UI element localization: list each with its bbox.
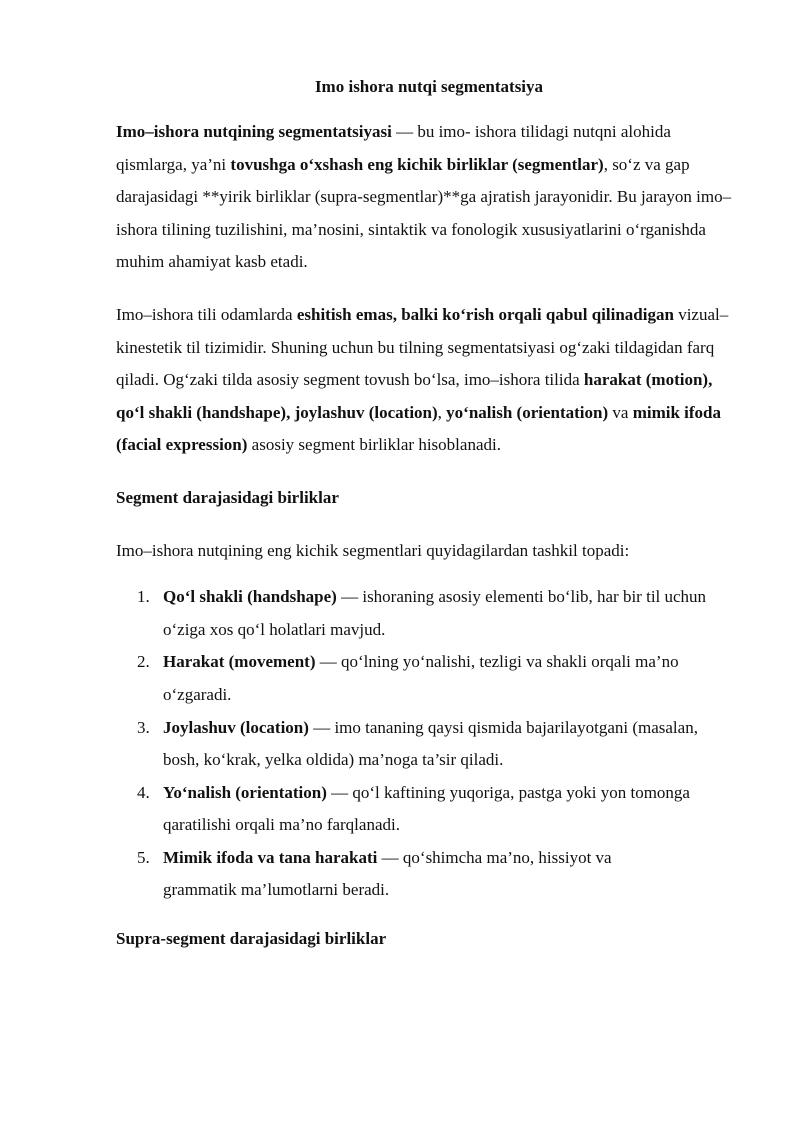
list-text: — qo‘shimcha ma’no, hissiyot va grammatik ma’lumotlarni beradi. [163, 847, 612, 900]
list-term: Qo‘l shakli (handshape) [163, 587, 337, 607]
list-term: Harakat (movement) [163, 652, 316, 672]
p2-text-2: vizual–kinestetik til tizimidir. Shuning uchun bu tilning segmentatsiyasi og‘zaki tildagidan farq qiladi. Og‘zaki tilda asosiy segment tovush bo‘lsa, imo–ishora tilida [116, 304, 729, 390]
list-item [137, 842, 673, 907]
list-text: — imo tananing qaysi qismida bajarilayotgani (masalan, bosh, ko‘krak, yelka oldida) ma’noga ta’sir qiladi. [163, 717, 698, 770]
segment-heading: Segment darajasidagi birliklar [116, 487, 339, 507]
list-text: — ishoraning asosiy elementi bo‘lib, har bir til uchun o‘ziga xos qo‘l holatlari mavjud. [163, 587, 707, 639]
list-number: 2. [137, 652, 150, 672]
p2-bold-4: mimik ifoda (facial expression) [116, 402, 721, 455]
intro-text-2: , so‘z va gap darajasidagi **yirik birliklar (supra-segmentlar)**ga ajratish jarayonidir. Bu jarayon imo–ishora tilining tuzilishini, ma’nosini, sintaktik va fonologik xususiyatlarini o‘rganishda muhim ahamiyat kasb etadi. [116, 154, 732, 272]
list-number: 5. [137, 847, 150, 867]
p2-bold-1: eshitish emas, balki ko‘rish orqali qabul qilinadigan [296, 304, 674, 324]
p2-text-1: Imo–ishora tili odamlarda [116, 304, 297, 324]
list-number: 4. [137, 782, 150, 802]
list-item [137, 777, 693, 842]
list-term: Joylashuv (location) [163, 717, 309, 737]
list-number: 3. [137, 717, 150, 737]
list-item [137, 712, 723, 777]
list-item [137, 581, 723, 646]
p2-bold-3: yo‘nalish (orientation) [446, 402, 609, 422]
visual-language-paragraph [116, 299, 744, 462]
supra-segment-heading: Supra-segment darajasidagi birliklar [116, 929, 387, 949]
list-item [137, 646, 743, 711]
intro-term: Imo–ishora nutqining segmentatsiyasi [116, 122, 392, 141]
list-text: — qo‘l kaftining yuqoriga, pastga yoki yon tomonga qaratilishi orqali ma’no farqlanadi. [163, 782, 690, 835]
segments-intro: Imo–ishora nutqining eng kichik segmentlari quyidagilardan tashkil topadi: [116, 540, 630, 560]
document-title: Imo ishora nutqi segmentatsiya [314, 77, 544, 96]
intro-paragraph [116, 116, 736, 279]
list-text: — qo‘lning yo‘nalishi, tezligi va shakli orqali ma’no o‘zgaradi. [163, 652, 679, 704]
list-term: Yo‘nalish (orientation) [163, 782, 327, 802]
list-term: Mimik ifoda va tana harakati [163, 847, 378, 867]
intro-bold-2: tovushga o‘xshash eng kichik birliklar (segmentlar) [230, 154, 604, 174]
p2-bold-2: harakat (motion), qo‘l shakli (handshape), joylashuv (location) [116, 370, 713, 422]
document-body [116, 116, 756, 956]
segment-list [116, 581, 756, 907]
list-number: 1. [137, 587, 150, 607]
p2-text-4: va [608, 402, 633, 422]
p2-text-5: asosiy segment birliklar hisoblanadi. [247, 435, 501, 455]
p2-text-3: , [437, 402, 447, 422]
intro-text-1: — bu imo- ishora tilidagi nutqni alohida qismlarga, ya’ni [116, 122, 671, 174]
